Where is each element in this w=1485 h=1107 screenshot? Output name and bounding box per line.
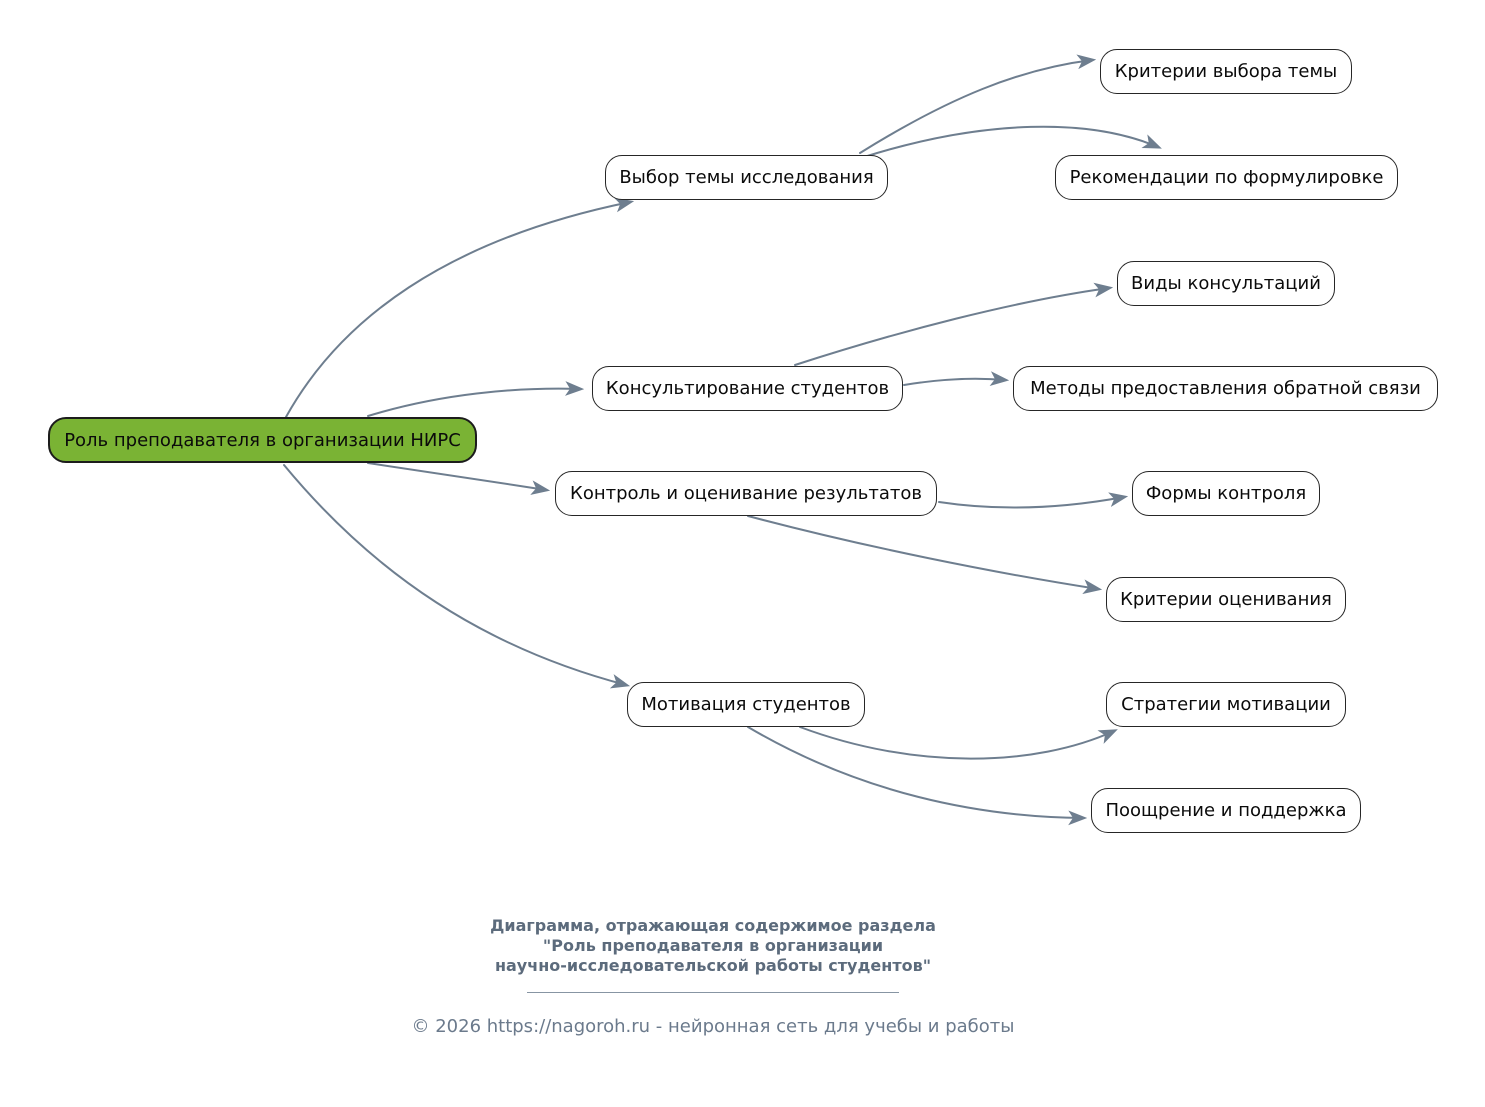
node-control-forms: Формы контроля bbox=[1132, 471, 1320, 516]
node-formulation-recommendations: Рекомендации по формулировке bbox=[1055, 155, 1398, 200]
footer bbox=[313, 916, 1113, 1037]
node-consultation-types: Виды консультаций bbox=[1117, 261, 1335, 306]
edge-consulting-to-consultation-types bbox=[795, 288, 1109, 365]
node-root: Роль преподавателя в организации НИРС bbox=[48, 417, 477, 463]
edge-motivation-to-motivation-strategies bbox=[800, 727, 1114, 759]
edge-motivation-to-encouragement-support bbox=[748, 727, 1083, 818]
footer-divider bbox=[527, 992, 899, 993]
node-motivation-strategies: Стратегии мотивации bbox=[1106, 682, 1346, 727]
footer-copyright: © 2026 https://nagoroh.ru - нейронная сеть для учебы и работы bbox=[411, 1016, 1015, 1037]
edge-control-to-control-forms bbox=[939, 497, 1124, 507]
node-control-assessment: Контроль и оценивание результатов bbox=[555, 471, 937, 516]
edge-root-to-topic-selection bbox=[286, 202, 630, 417]
footer-caption-line3: научно-исследовательской работы студентов" bbox=[494, 956, 932, 975]
edge-topic-selection-to-topic-criteria bbox=[860, 60, 1092, 153]
node-motivation: Мотивация студентов bbox=[627, 682, 865, 727]
node-topic-selection: Выбор темы исследования bbox=[605, 155, 888, 200]
node-assessment-criteria: Критерии оценивания bbox=[1106, 577, 1346, 622]
node-encouragement-support: Поощрение и поддержка bbox=[1091, 788, 1361, 833]
node-topic-criteria: Критерии выбора темы bbox=[1100, 49, 1352, 94]
node-consulting: Консультирование студентов bbox=[592, 366, 903, 411]
edge-topic-selection-to-formulation-recommendations bbox=[864, 127, 1158, 157]
node-feedback-methods: Методы предоставления обратной связи bbox=[1013, 366, 1438, 411]
footer-caption-line1: Диаграмма, отражающая содержимое раздела bbox=[490, 916, 936, 935]
footer-caption-line2: "Роль преподавателя в организации bbox=[542, 936, 884, 955]
edge-root-to-control-assessment bbox=[368, 463, 546, 490]
edge-consulting-to-feedback-methods bbox=[904, 379, 1005, 385]
edge-control-to-assessment-criteria bbox=[748, 516, 1098, 589]
edge-root-to-consulting bbox=[368, 389, 580, 416]
